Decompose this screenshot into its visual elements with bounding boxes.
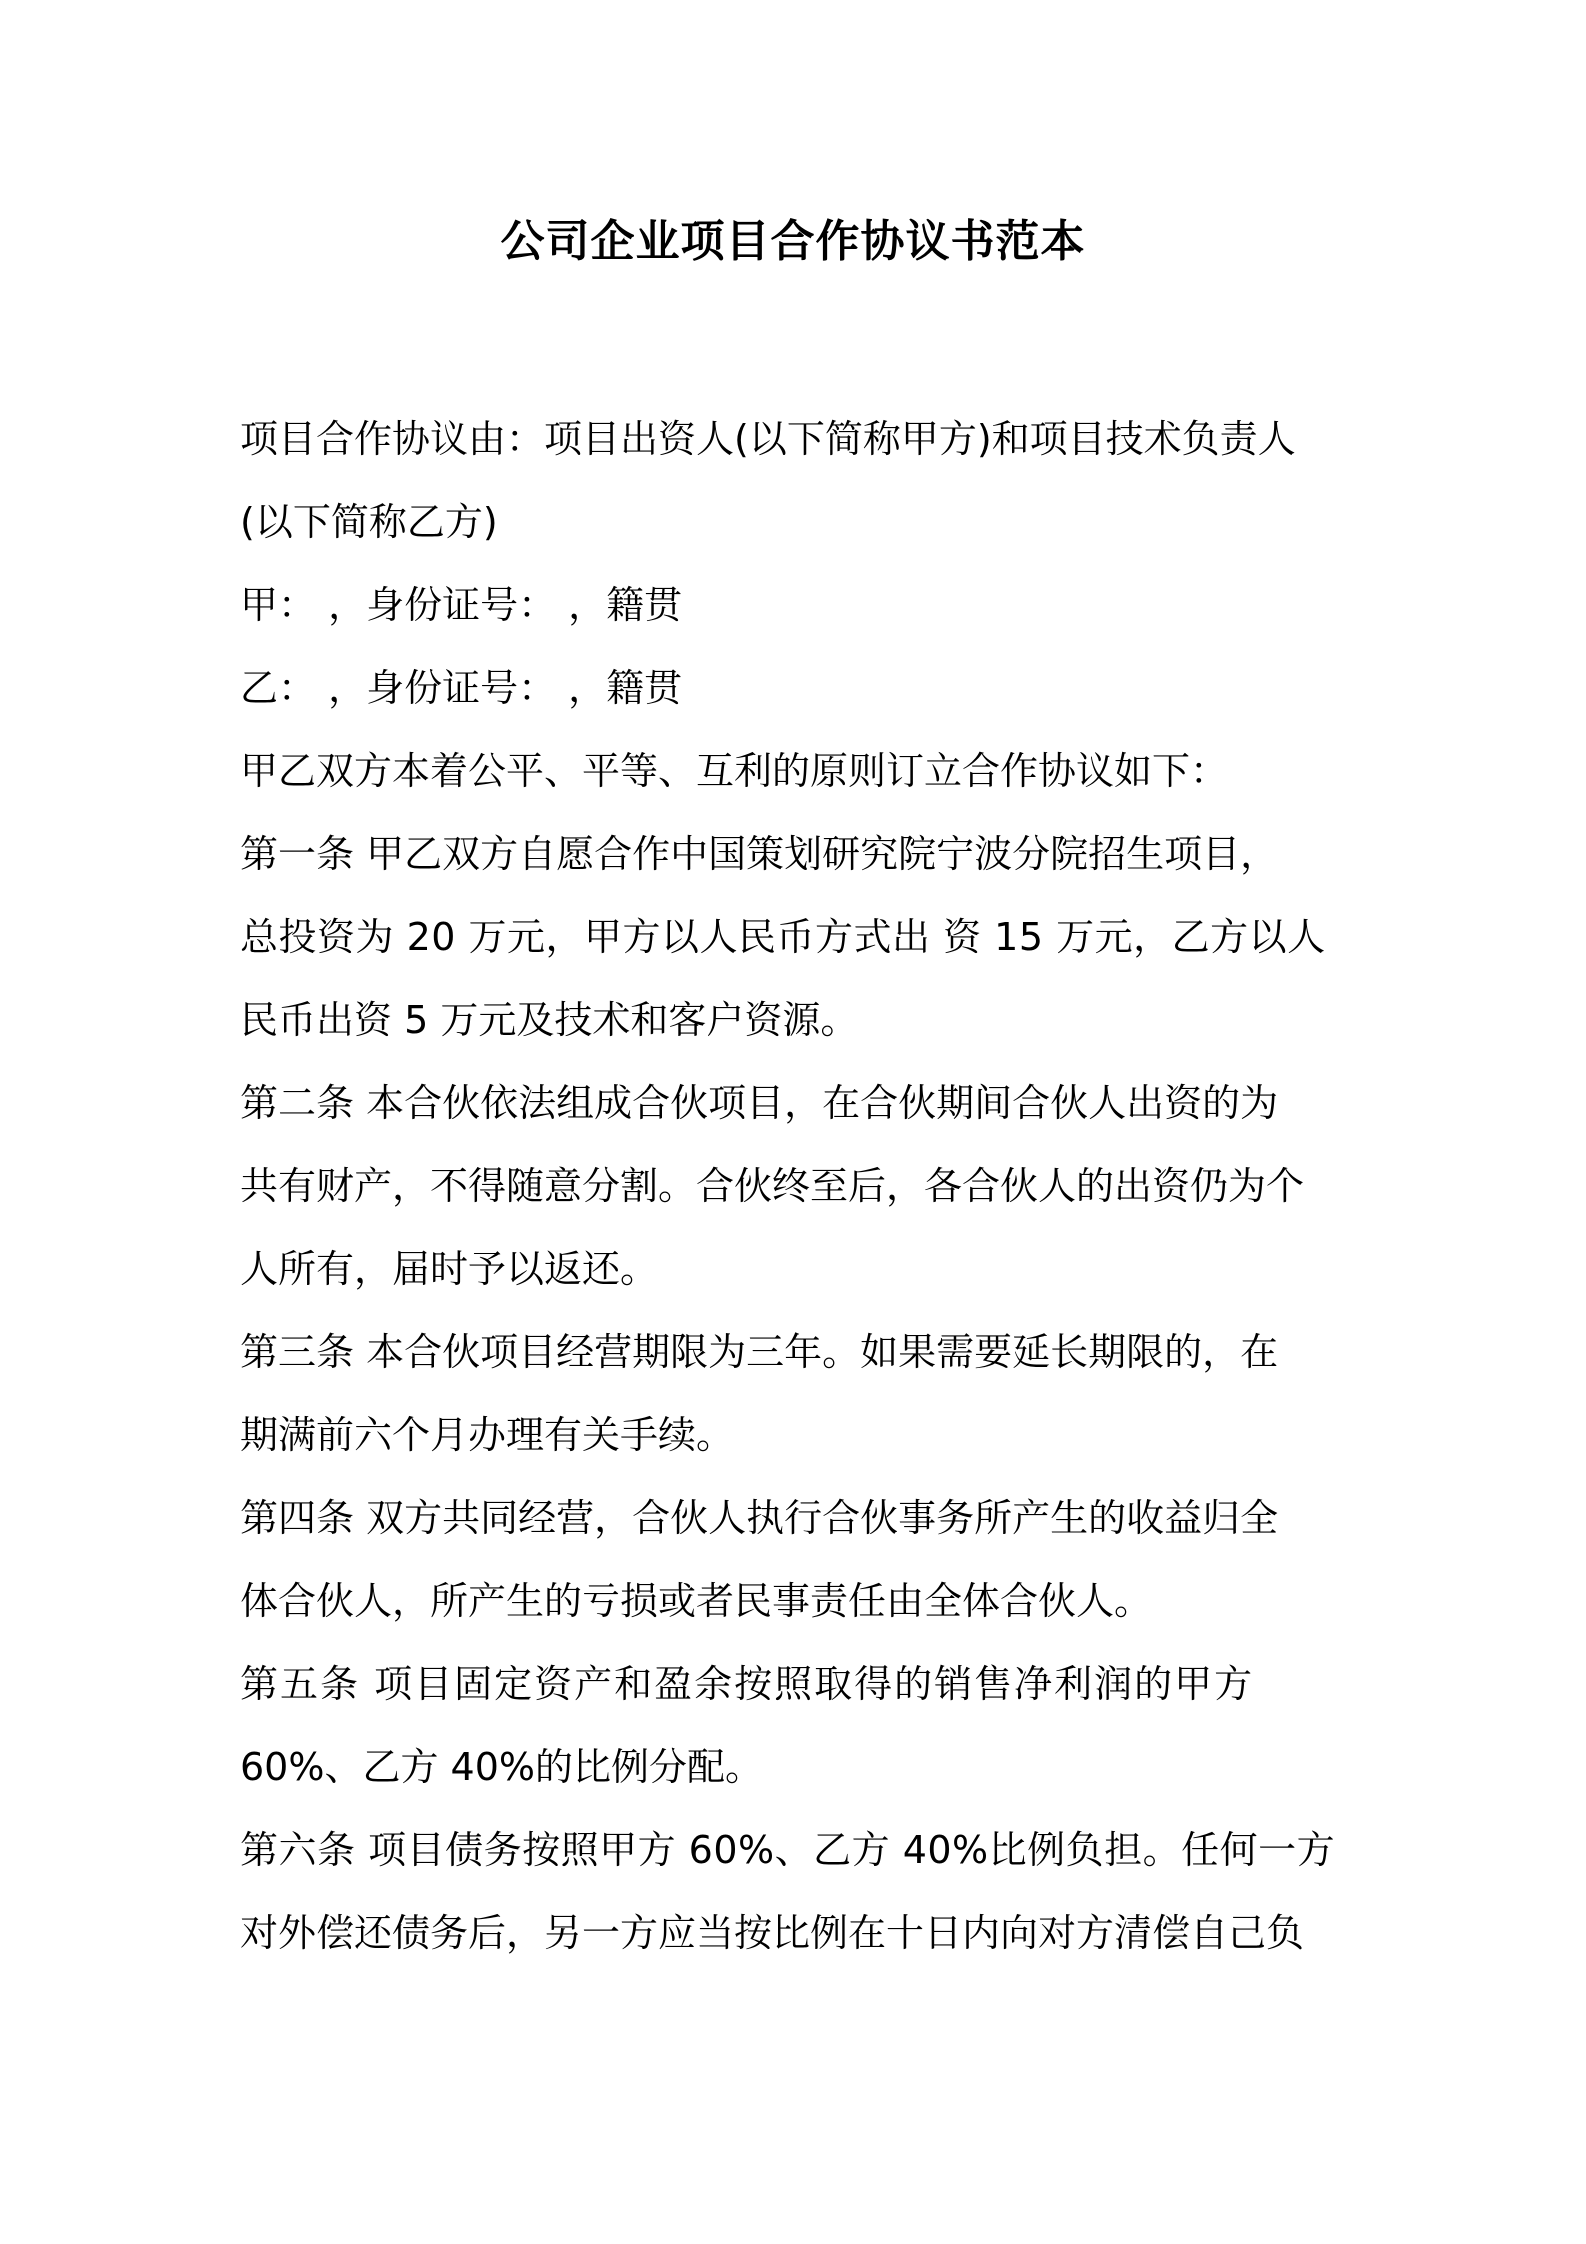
article-6-line: 对外偿还债务后，另一方应当按比例在十日内向对方清偿自己负 bbox=[240, 1911, 1305, 1955]
party-b-line: 乙： ，身份证号： ，籍贯 bbox=[240, 666, 683, 710]
article-2-line: 第二条 本合伙依法组成合伙项目，在合伙期间合伙人出资的为 bbox=[240, 1081, 1279, 1125]
paragraph-line: (以下简称乙方) bbox=[240, 500, 498, 544]
article-1-line: 总投资为 20 万元，甲方以人民币方式出 资 15 万元，乙方以人 bbox=[240, 915, 1326, 959]
article-4-line: 第四条 双方共同经营，合伙人执行合伙事务所产生的收益归全 bbox=[240, 1496, 1279, 1540]
article-2-line: 共有财产，不得随意分割。合伙终至后，各合伙人的出资仍为个 bbox=[240, 1164, 1305, 1208]
party-a-line: 甲： ，身份证号： ，籍贯 bbox=[240, 583, 683, 627]
article-3-line: 期满前六个月办理有关手续。 bbox=[240, 1413, 735, 1457]
article-2-line: 人所有，届时予以返还。 bbox=[240, 1247, 659, 1291]
paragraph-line: 项目合作协议由：项目出资人(以下简称甲方)和项目技术负责人 bbox=[240, 417, 1296, 461]
article-4-line: 体合伙人，所产生的亏损或者民事责任由全体合伙人。 bbox=[240, 1579, 1153, 1623]
article-1-line: 第一条 甲乙双方自愿合作中国策划研究院宁波分院招生项目， bbox=[240, 832, 1279, 876]
article-5-line: 60%、乙方 40%的比例分配。 bbox=[240, 1745, 764, 1789]
document-body bbox=[240, 398, 1360, 1975]
article-6-line: 第六条 项目债务按照甲方 60%、乙方 40%比例负担。任何一方 bbox=[240, 1828, 1336, 1872]
paragraph-line: 甲乙双方本着公平、平等、互利的原则订立合作协议如下： bbox=[240, 749, 1229, 793]
article-3-line: 第三条 本合伙项目经营期限为三年。如果需要延长期限的，在 bbox=[240, 1330, 1279, 1374]
document-title: 公司企业项目合作协议书范本 bbox=[500, 216, 1086, 267]
article-5-line: 第五条 项目固定资产和盈余按照取得的销售净利润的甲方 bbox=[240, 1662, 1255, 1706]
article-1-line: 民币出资 5 万元及技术和客户资源。 bbox=[240, 998, 859, 1042]
